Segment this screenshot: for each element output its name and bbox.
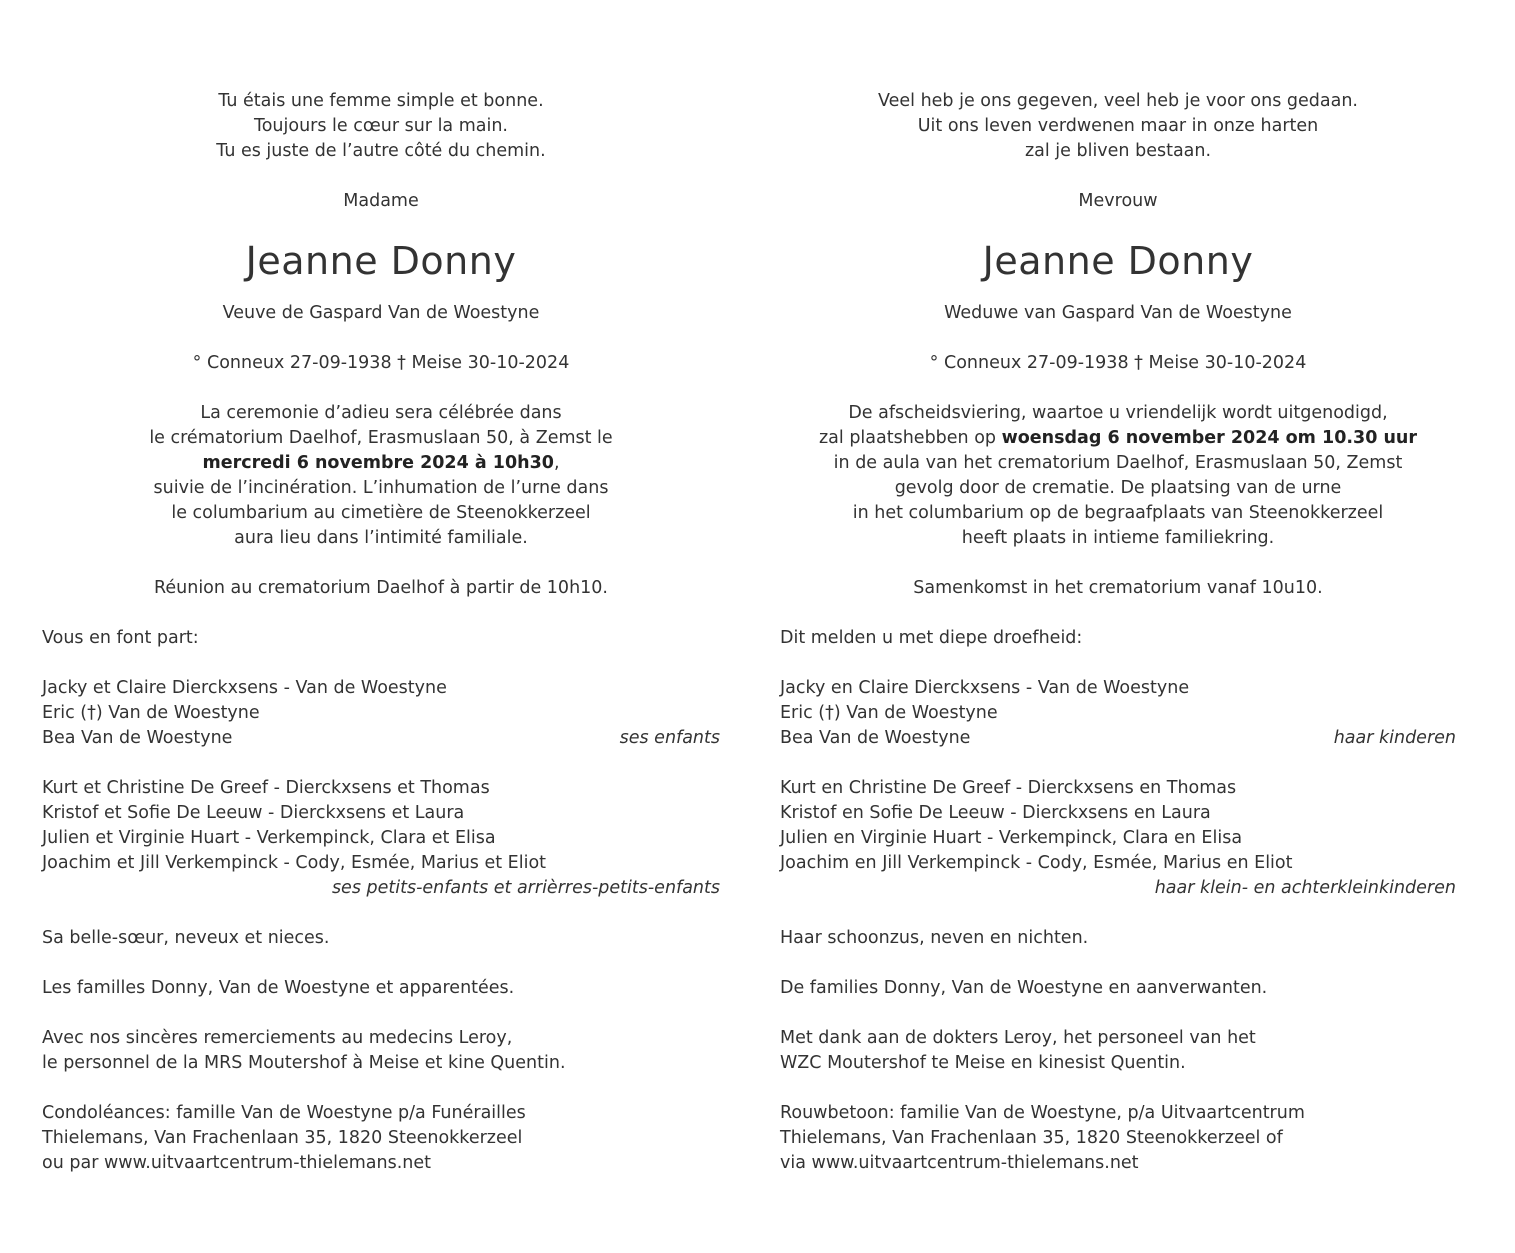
grandchildren-label: haar klein- en achterkleinkinderen [1154,878,1456,898]
ceremony-date-prefix: zal plaatshebben op [818,428,1002,448]
child-entry-row [42,726,720,751]
condolences [42,1101,720,1176]
thanks [780,1026,1456,1076]
ceremony-line: La ceremonie d’adieu sera célébrée dans [200,403,562,423]
condolences-line: ou par www.uitvaartcentrum-thielemans.net [42,1153,431,1173]
families: De families Donny, Van de Woestyne en aanverwanten. [780,978,1268,998]
ceremony-line: heeft plaats in intieme familiekring. [961,528,1275,548]
grandchild-entry: Joachim en Jill Verkempinck - Cody, Esmée, Marius en Eliot [780,853,1293,873]
ceremony-line: gevolg door de crematie. De plaatsing van de urne [894,478,1342,498]
deceased-name: Jeanne Donny [245,239,517,283]
ceremony-line: le crématorium Daelhof, Erasmuslaan 50, à Zemst le [149,428,613,448]
inlaws: Sa belle-sœur, neveux et nieces. [42,928,330,948]
child-entry: Eric (†) Van de Woestyne [42,703,260,723]
children-label: haar kinderen [1333,728,1456,748]
condolences-line: via www.uitvaartcentrum-thielemans.net [780,1153,1139,1173]
deceased-name: Jeanne Donny [982,239,1254,283]
poem [42,89,720,164]
poem-line: Veel heb je ons gegeven, veel heb je voor ons gedaan. [878,91,1358,111]
poem-line: Uit ons leven verdwenen maar in onze harten [917,116,1319,136]
grandchild-entry: Joachim et Jill Verkempinck - Cody, Esmée, Marius et Eliot [42,853,547,873]
french-column [42,89,720,1176]
ceremony-line: le columbarium au cimetière de Steenokkerzeel [171,503,591,523]
ceremony-date-line [780,426,1456,451]
widow-of: Weduwe van Gaspard Van de Woestyne [944,303,1292,323]
condolences-line: Thielemans, Van Frachenlaan 35, 1820 Steenokkerzeel [42,1128,523,1148]
birth-death-dates: ° Conneux 27-09-1938 † Meise 30-10-2024 [929,353,1307,373]
grandchild-entry: Kurt et Christine De Greef - Dierckxsens et Thomas [42,778,490,798]
thanks-line: le personnel de la MRS Moutershof à Meise et kine Quentin. [42,1053,566,1073]
child-entry: Jacky en Claire Dierckxsens - Van de Woestyne [780,678,1190,698]
grandchild-entry: Julien en Virginie Huart - Verkempinck, Clara en Elisa [780,828,1243,848]
ceremony-text [42,401,720,551]
condolences-line: Rouwbetoon: familie Van de Woestyne, p/a Uitvaartcentrum [780,1103,1305,1123]
poem [780,89,1456,164]
thanks-line: WZC Moutershof te Meise en kinesist Quentin. [780,1053,1186,1073]
poem-line: Tu es juste de l’autre côté du chemin. [216,141,546,161]
ceremony-line: De afscheidsviering, waartoe u vriendelijk wordt uitgenodigd, [848,403,1388,423]
children-list [42,676,720,751]
condolences-line: Thielemans, Van Frachenlaan 35, 1820 Steenokkerzeel of [780,1128,1283,1148]
child-entry-row [780,726,1456,751]
ceremony-date: woensdag 6 november 2024 om 10.30 uur [1001,428,1418,448]
salutation: Madame [343,191,419,211]
children-label: ses enfants [619,728,720,748]
reunion: Réunion au crematorium Daelhof à partir de 10h10. [154,578,608,598]
thanks [42,1026,720,1076]
grandchildren-list [42,776,720,901]
ceremony-line: aura lieu dans l’intimité familiale. [234,528,528,548]
child-entry: Eric (†) Van de Woestyne [780,703,998,723]
poem-line: Toujours le cœur sur la main. [253,116,508,136]
child-entry: Bea Van de Woestyne [780,728,971,748]
salutation: Mevrouw [1078,191,1158,211]
dutch-column [780,89,1456,1176]
thanks-line: Met dank aan de dokters Leroy, het personeel van het [780,1028,1256,1048]
poem-line: zal je bliven bestaan. [1024,141,1212,161]
ceremony-date-line [42,451,720,476]
thanks-line: Avec nos sincères remerciements au medecins Leroy, [42,1028,513,1048]
condolences-line: Condoléances: famille Van de Woestyne p/a Funérailles [42,1103,526,1123]
child-entry: Jacky et Claire Dierckxsens - Van de Woestyne [42,678,447,698]
birth-death-dates: ° Conneux 27-09-1938 † Meise 30-10-2024 [192,353,570,373]
families: Les familles Donny, Van de Woestyne et apparentées. [42,978,515,998]
children-list [780,676,1456,751]
announce: Dit melden u met diepe droefheid: [780,628,1083,648]
ceremony-line: in de aula van het crematorium Daelhof, Erasmuslaan 50, Zemst [833,453,1403,473]
announce: Vous en font part: [42,628,199,648]
poem-line: Tu étais une femme simple et bonne. [218,91,544,111]
grandchild-entry: Kristof et Sofie De Leeuw - Dierckxsens et Laura [42,803,465,823]
ceremony-date: mercredi 6 novembre 2024 à 10h30 [202,453,554,473]
reunion: Samenkomst in het crematorium vanaf 10u10. [913,578,1323,598]
grandchild-entry: Julien et Virginie Huart - Verkempinck, Clara et Elisa [42,828,496,848]
inlaws: Haar schoonzus, neven en nichten. [780,928,1089,948]
child-entry: Bea Van de Woestyne [42,728,233,748]
ceremony-line: in het columbarium op de begraafplaats van Steenokkerzeel [852,503,1384,523]
widow-of: Veuve de Gaspard Van de Woestyne [222,303,540,323]
ceremony-line: suivie de l’incinération. L’inhumation de l’urne dans [153,478,609,498]
grandchild-entry: Kurt en Christine De Greef - Dierckxsens en Thomas [780,778,1237,798]
grandchildren-list [780,776,1456,901]
grandchildren-label: ses petits-enfants et arrièrres-petits-enfants [331,878,720,898]
condolences [780,1101,1456,1176]
grandchild-entry: Kristof en Sofie De Leeuw - Dierckxsens en Laura [780,803,1211,823]
ceremony-date-suffix: , [553,453,560,473]
ceremony-text [780,401,1456,551]
